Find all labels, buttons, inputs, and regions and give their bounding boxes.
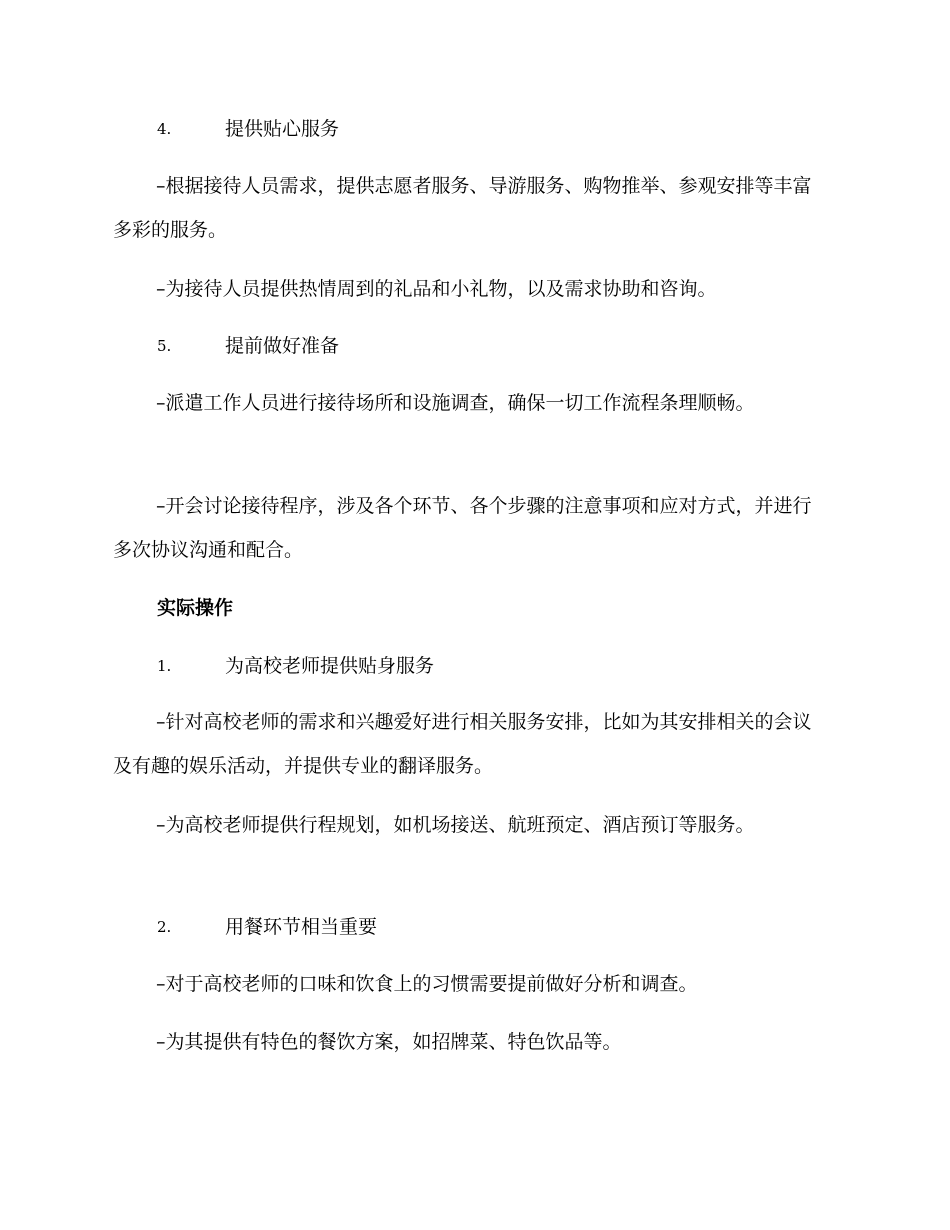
paragraph: –派遣工作人员进行接待场所和设施调查，确保一切工作流程条理顺畅。 (156, 392, 755, 414)
paragraph: –开会讨论接待程序，涉及各个环节、各个步骤的注意事项和应对方式，并进行多次协议沟通和配合。 (113, 495, 812, 561)
list-number: 1. (157, 657, 172, 675)
paragraph: –为高校老师提供行程规划，如机场接送、航班预定、酒店预订等服务。 (156, 814, 755, 836)
list-item-title: 提前做好准备 (225, 335, 340, 357)
list-item-title: 为高校老师提供贴身服务 (225, 655, 435, 677)
list-item-title: 用餐环节相当重要 (225, 916, 378, 938)
paragraph: –根据接待人员需求，提供志愿者服务、导游服务、购物推举、参观安排等丰富多彩的服务。 (113, 175, 812, 241)
list-number: 2. (157, 918, 172, 936)
paragraph: –为其提供有特色的餐饮方案，如招牌菜、特色饮品等。 (156, 1031, 622, 1053)
list-number: 4. (157, 120, 172, 138)
list-number: 5. (157, 337, 172, 355)
section-heading: 实际操作 (157, 597, 234, 619)
paragraph: –针对高校老师的需求和兴趣爱好进行相关服务安排，比如为其安排相关的会议及有趣的娱乐活动，并提供专业的翻译服务。 (113, 711, 812, 777)
list-item-title: 提供贴心服务 (225, 118, 340, 140)
paragraph: –为接待人员提供热情周到的礼品和小礼物，以及需求协助和咨询。 (156, 278, 717, 300)
paragraph: –对于高校老师的口味和饮食上的习惯需要提前做好分析和调查。 (156, 973, 698, 995)
